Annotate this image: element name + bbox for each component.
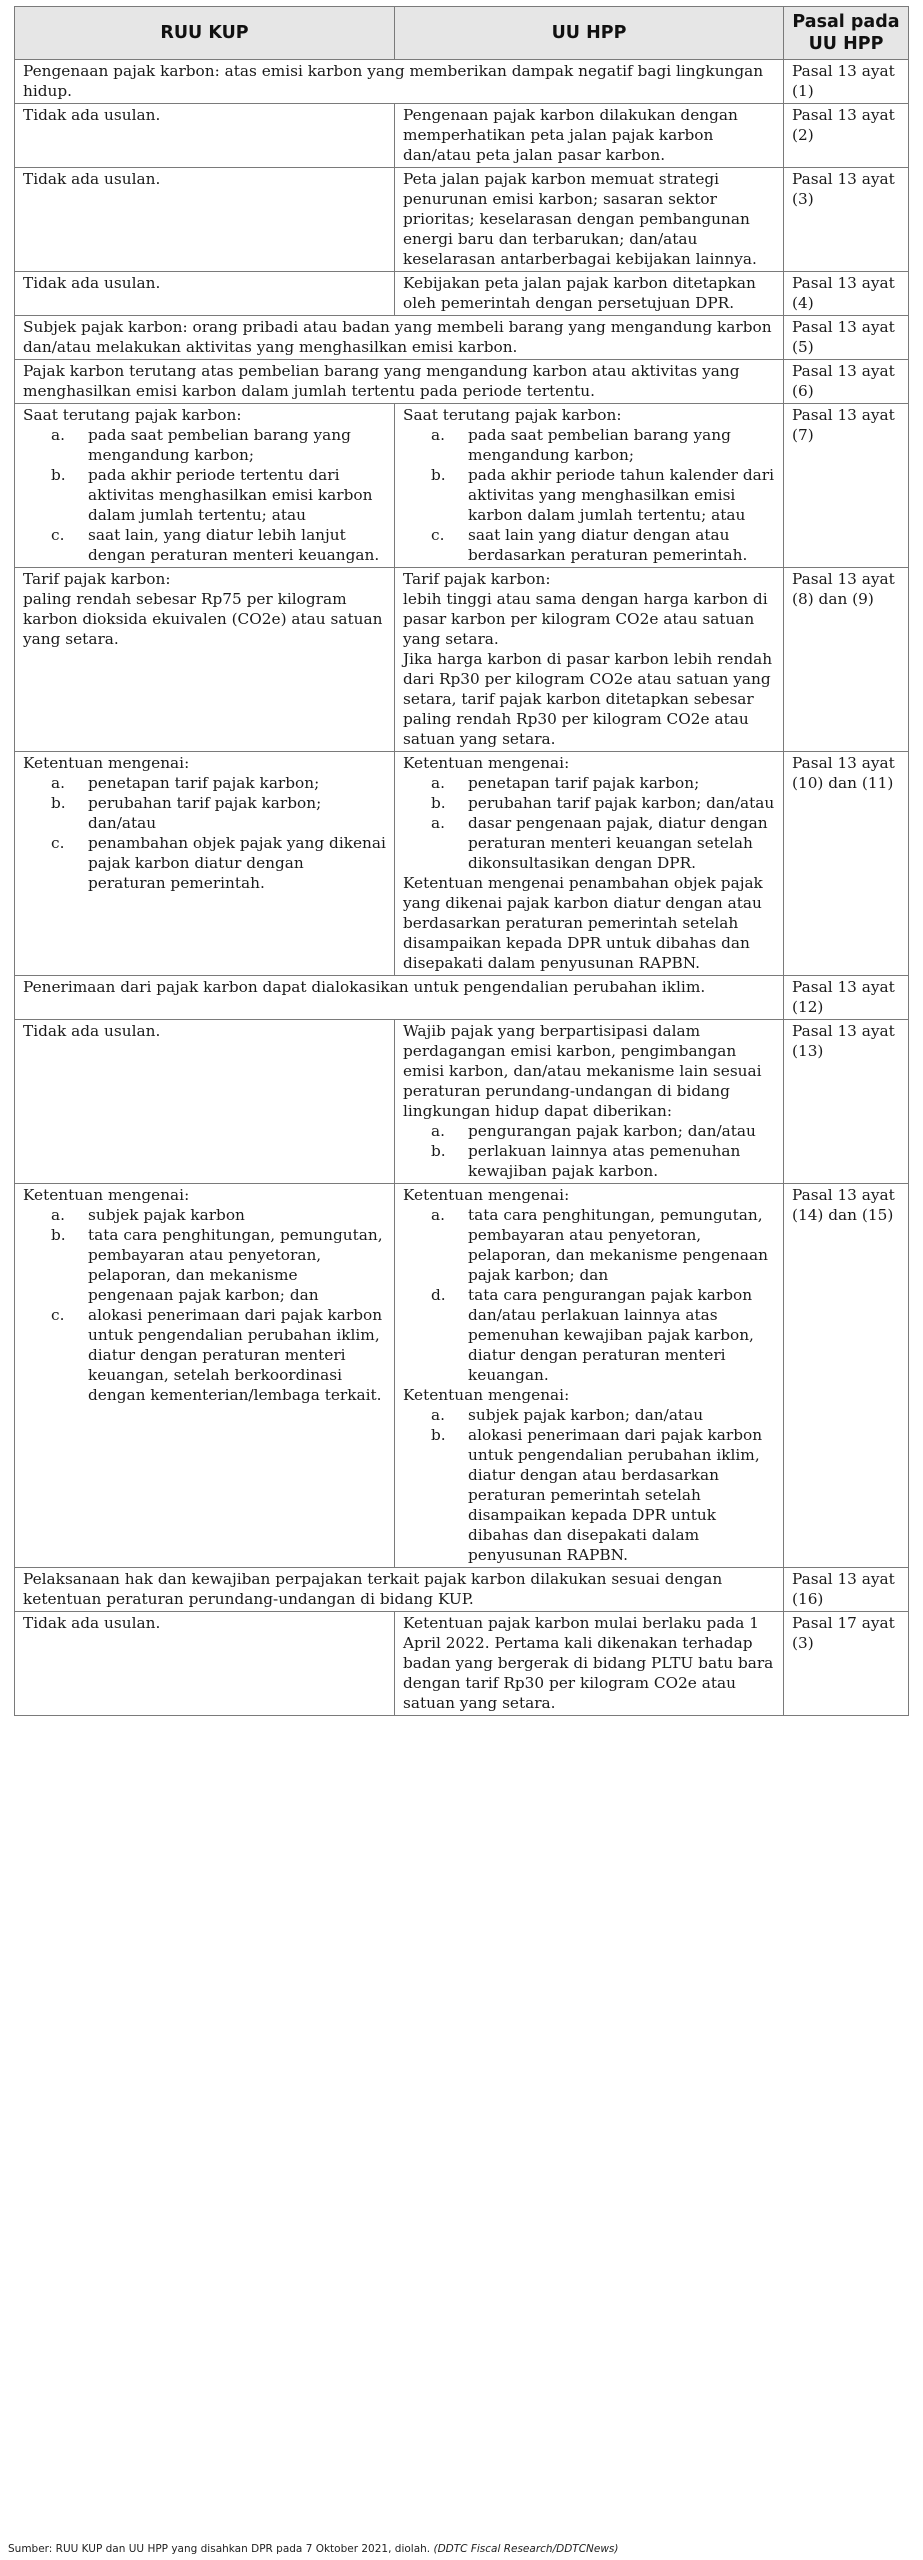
list-item — [403, 1425, 775, 1565]
list-item-text: penetapan tarif pajak karbon; — [88, 774, 320, 792]
merged-cell — [15, 1568, 784, 1612]
list-item-text: subjek pajak karbon — [88, 1206, 245, 1224]
cell-text: Peta jalan pajak karbon memuat strategi penurunan emisi karbon; sasaran sektor prioritas; keselarasan dengan pembangunan energi baru dan terbarukan; dan/atau keselarasan antarberbagai kebijakan lainnya. — [403, 170, 757, 268]
list-marker: a. — [51, 426, 65, 444]
list-item-text: saat lain, yang diatur lebih lanjut dengan peraturan menteri keuangan. — [88, 526, 380, 564]
cell-text: Pengenaan pajak karbon: atas emisi karbon yang memberikan dampak negatif bagi lingkungan hidup. — [23, 62, 764, 100]
pasal-text: Pasal 13 ayat (4) — [792, 274, 895, 312]
header-pasal: Pasal pada UU HPP — [784, 7, 909, 60]
cell-text: Tidak ada usulan. — [23, 274, 161, 292]
list-item-text: saat lain yang diatur dengan atau berdasarkan peraturan pemerintah. — [468, 526, 748, 564]
list-item — [403, 1405, 775, 1425]
header-uu-hpp: UU HPP — [395, 7, 784, 60]
cell-title: Ketentuan mengenai: — [23, 754, 190, 772]
cell-title: Ketentuan mengenai: — [403, 754, 570, 772]
pasal-text: Pasal 13 ayat (5) — [792, 318, 895, 356]
list-marker: c. — [431, 526, 445, 544]
cell-list — [23, 1205, 386, 1405]
list-item — [403, 813, 775, 873]
table-row — [15, 316, 909, 360]
cell-title: Ketentuan mengenai: — [403, 1386, 570, 1404]
pasal-cell — [784, 60, 909, 104]
pasal-cell — [784, 1020, 909, 1184]
list-item-text: subjek pajak karbon; dan/atau — [468, 1406, 704, 1424]
list-item — [23, 525, 386, 565]
list-item — [403, 773, 775, 793]
list-marker: b. — [51, 1226, 66, 1244]
cell-text: Kebijakan peta jalan pajak karbon ditetapkan oleh pemerintah dengan persetujuan DPR. — [403, 274, 756, 312]
pasal-cell — [784, 568, 909, 752]
cell-title: Tarif pajak karbon: — [403, 570, 551, 588]
merged-cell — [15, 976, 784, 1020]
pasal-text: Pasal 13 ayat (10) dan (11) — [792, 754, 895, 792]
table-row — [15, 1020, 909, 1184]
pasal-text: Pasal 13 ayat (16) — [792, 1570, 895, 1608]
list-marker: a. — [431, 426, 445, 444]
list-item-text: tata cara penghitungan, pemungutan, pembayaran atau penyetoran, pelaporan, dan mekanisme pengenaan pajak karbon; dan — [88, 1226, 383, 1304]
list-marker: c. — [51, 1306, 65, 1324]
pasal-cell — [784, 1568, 909, 1612]
ruu-kup-cell — [15, 752, 395, 976]
cell-text: Penerimaan dari pajak karbon dapat dialokasikan untuk pengendalian perubahan iklim. — [23, 978, 706, 996]
list-item-text: tata cara penghitungan, pemungutan, pembayaran atau penyetoran, pelaporan, dan mekanisme pengenaan pajak karbon; dan — [468, 1206, 768, 1284]
list-item — [23, 1225, 386, 1305]
cell-list — [23, 773, 386, 893]
list-marker: b. — [431, 466, 446, 484]
list-marker: b. — [431, 1142, 446, 1160]
list-item-text: alokasi penerimaan dari pajak karbon untuk pengendalian perubahan iklim, diatur dengan atau berdasarkan peraturan pemerintah setelah disampaikan kepada DPR untuk dibahas dan disepakati dalam penyusunan RAPBN. — [468, 1426, 763, 1564]
list-marker: b. — [51, 794, 66, 812]
uu-hpp-cell — [395, 104, 784, 168]
list-marker: a. — [431, 774, 445, 792]
pasal-text: Pasal 13 ayat (6) — [792, 362, 895, 400]
list-item-text: penambahan objek pajak yang dikenai pajak karbon diatur dengan peraturan pemerintah. — [88, 834, 386, 892]
pasal-text: Pasal 13 ayat (14) dan (15) — [792, 1186, 895, 1224]
uu-hpp-cell — [395, 1612, 784, 1716]
list-marker: a. — [431, 1406, 445, 1424]
list-item-text: pengurangan pajak karbon; dan/atau — [468, 1122, 756, 1140]
ruu-kup-cell — [15, 168, 395, 272]
pasal-cell — [784, 1184, 909, 1568]
source-footer — [8, 2542, 918, 2556]
cell-text: Jika harga karbon di pasar karbon lebih rendah dari Rp30 per kilogram CO2e atau satuan yang setara, tarif pajak karbon ditetapkan sebesar paling rendah Rp30 per kilogram CO2e atau satuan yang setara. — [403, 650, 773, 748]
ruu-kup-cell — [15, 1184, 395, 1568]
cell-title: Wajib pajak yang berpartisipasi dalam perdagangan emisi karbon, pengimbangan emisi karbon, dan/atau mekanisme lain sesuai peraturan perundang-undangan di bidang lingkungan hidup dapat diberikan: — [403, 1022, 762, 1120]
cell-title: Saat terutang pajak karbon: — [403, 406, 622, 424]
list-marker: a. — [431, 814, 445, 832]
list-item-text: pada saat pembelian barang yang mengandung karbon; — [468, 426, 731, 464]
list-marker: b. — [431, 1426, 446, 1444]
uu-hpp-cell — [395, 1184, 784, 1568]
pasal-cell — [784, 360, 909, 404]
list-item — [403, 793, 775, 813]
list-item — [23, 1205, 386, 1225]
comparison-table — [14, 6, 909, 1716]
list-item-text: perlakuan lainnya atas pemenuhan kewajiban pajak karbon. — [468, 1142, 741, 1180]
table-row — [15, 404, 909, 568]
cell-list — [403, 1405, 775, 1565]
cell-text: Tidak ada usulan. — [23, 1614, 161, 1632]
list-marker: d. — [431, 1286, 446, 1304]
ruu-kup-cell — [15, 568, 395, 752]
table-row — [15, 360, 909, 404]
table-row — [15, 272, 909, 316]
list-item — [23, 465, 386, 525]
list-item — [403, 1141, 775, 1181]
ruu-kup-cell — [15, 1612, 395, 1716]
list-marker: b. — [431, 794, 446, 812]
pasal-cell — [784, 976, 909, 1020]
pasal-cell — [784, 752, 909, 976]
cell-title: Tarif pajak karbon: — [23, 570, 171, 588]
cell-list — [403, 1121, 775, 1181]
cell-list — [403, 425, 775, 565]
pasal-text: Pasal 13 ayat (8) dan (9) — [792, 570, 895, 608]
list-marker: c. — [51, 834, 65, 852]
list-item-text: dasar pengenaan pajak, diatur dengan peraturan menteri keuangan setelah dikonsultasikan dengan DPR. — [468, 814, 768, 872]
cell-text: Pajak karbon terutang atas pembelian barang yang mengandung karbon atau aktivitas yang menghasilkan emisi karbon dalam jumlah tertentu pada periode tertentu. — [23, 362, 740, 400]
cell-title: Saat terutang pajak karbon: — [23, 406, 242, 424]
table-row — [15, 1184, 909, 1568]
source-credit: (DDTC Fiscal Research/DDTCNews) — [433, 2543, 619, 2555]
cell-text: Ketentuan pajak karbon mulai berlaku pada 1 April 2022. Pertama kali dikenakan terhadap badan yang bergerak di bidang PLTU batu bara dengan tarif Rp30 per kilogram CO2e atau satuan yang setara. — [403, 1614, 774, 1712]
list-item-text: perubahan tarif pajak karbon; dan/atau — [468, 794, 775, 812]
cell-text: Tidak ada usulan. — [23, 1022, 161, 1040]
cell-text: paling rendah sebesar Rp75 per kilogram karbon dioksida ekuivalen (CO2e) atau satuan yang setara. — [23, 590, 383, 648]
list-item-text: tata cara pengurangan pajak karbon dan/atau perlakuan lainnya atas pemenuhan kewajiban pajak karbon, diatur dengan peraturan menteri keuangan. — [468, 1286, 754, 1384]
list-item-text: pada saat pembelian barang yang mengandung karbon; — [88, 426, 351, 464]
source-text: Sumber: RUU KUP dan UU HPP yang disahkan DPR pada 7 Oktober 2021, diolah. — [8, 2543, 434, 2555]
table-row — [15, 60, 909, 104]
pasal-text: Pasal 13 ayat (13) — [792, 1022, 895, 1060]
cell-text: lebih tinggi atau sama dengan harga karbon di pasar karbon per kilogram CO2e atau satuan yang setara. — [403, 590, 768, 648]
list-item — [403, 1205, 775, 1285]
cell-text: Tidak ada usulan. — [23, 106, 161, 124]
merged-cell — [15, 316, 784, 360]
cell-text: Tidak ada usulan. — [23, 170, 161, 188]
list-item — [23, 793, 386, 833]
list-item — [23, 773, 386, 793]
cell-title: Ketentuan mengenai: — [23, 1186, 190, 1204]
merged-cell — [15, 60, 784, 104]
list-item — [403, 425, 775, 465]
table-row — [15, 104, 909, 168]
table-row — [15, 568, 909, 752]
pasal-text: Pasal 13 ayat (3) — [792, 170, 895, 208]
table-row — [15, 976, 909, 1020]
table-row — [15, 1612, 909, 1716]
header-ruu-kup: RUU KUP — [15, 7, 395, 60]
ruu-kup-cell — [15, 1020, 395, 1184]
uu-hpp-cell — [395, 568, 784, 752]
uu-hpp-cell — [395, 168, 784, 272]
table-row — [15, 168, 909, 272]
list-item — [403, 1285, 775, 1385]
pasal-cell — [784, 1612, 909, 1716]
pasal-text: Pasal 13 ayat (2) — [792, 106, 895, 144]
pasal-cell — [784, 316, 909, 360]
list-marker: b. — [51, 466, 66, 484]
list-marker: a. — [51, 774, 65, 792]
table-row — [15, 752, 909, 976]
header-row — [15, 7, 909, 60]
list-item-text: pada akhir periode tertentu dari aktivitas menghasilkan emisi karbon dalam jumlah tertentu; atau — [88, 466, 373, 524]
pasal-text: Pasal 13 ayat (7) — [792, 406, 895, 444]
cell-text: Ketentuan mengenai penambahan objek pajak yang dikenai pajak karbon diatur dengan atau berdasarkan peraturan pemerintah setelah disampaikan kepada DPR untuk dibahas dan disepakati dalam penyusunan RAPBN. — [403, 874, 763, 972]
list-marker: c. — [51, 526, 65, 544]
uu-hpp-cell — [395, 272, 784, 316]
list-item — [23, 833, 386, 893]
ruu-kup-cell — [15, 404, 395, 568]
cell-text: Subjek pajak karbon: orang pribadi atau badan yang membeli barang yang mengandung karbon dan/atau melakukan aktivitas yang menghasilkan emisi karbon. — [23, 318, 772, 356]
list-item — [23, 425, 386, 465]
cell-title: Ketentuan mengenai: — [403, 1186, 570, 1204]
list-item — [403, 1121, 775, 1141]
list-marker: a. — [431, 1122, 445, 1140]
pasal-text: Pasal 13 ayat (12) — [792, 978, 895, 1016]
pasal-text: Pasal 17 ayat (3) — [792, 1614, 895, 1652]
cell-text: Pengenaan pajak karbon dilakukan dengan memperhatikan peta jalan pajak karbon dan/atau peta jalan pasar karbon. — [403, 106, 738, 164]
cell-list — [403, 1205, 775, 1385]
cell-text: Pelaksanaan hak dan kewajiban perpajakan terkait pajak karbon dilakukan sesuai dengan ketentuan peraturan perundang-undangan di bidang KUP. — [23, 1570, 723, 1608]
uu-hpp-cell — [395, 1020, 784, 1184]
pasal-cell — [784, 168, 909, 272]
pasal-cell — [784, 104, 909, 168]
uu-hpp-cell — [395, 404, 784, 568]
list-marker: a. — [51, 1206, 65, 1224]
list-item-text: pada akhir periode tahun kalender dari aktivitas yang menghasilkan emisi karbon dalam jumlah tertentu; atau — [468, 466, 774, 524]
ruu-kup-cell — [15, 104, 395, 168]
list-item — [403, 525, 775, 565]
list-item-text: perubahan tarif pajak karbon; dan/atau — [88, 794, 322, 832]
table-body — [15, 60, 909, 1716]
pasal-cell — [784, 404, 909, 568]
pasal-cell — [784, 272, 909, 316]
cell-list — [403, 773, 775, 873]
list-marker: a. — [431, 1206, 445, 1224]
list-item — [23, 1305, 386, 1405]
pasal-text: Pasal 13 ayat (1) — [792, 62, 895, 100]
document — [14, 6, 908, 1716]
cell-list — [23, 425, 386, 565]
list-item-text: penetapan tarif pajak karbon; — [468, 774, 700, 792]
ruu-kup-cell — [15, 272, 395, 316]
uu-hpp-cell — [395, 752, 784, 976]
list-item-text: alokasi penerimaan dari pajak karbon untuk pengendalian perubahan iklim, diatur dengan peraturan menteri keuangan, setelah berkoordinasi dengan kementerian/lembaga terkait. — [88, 1306, 383, 1404]
merged-cell — [15, 360, 784, 404]
list-item — [403, 465, 775, 525]
table-row — [15, 1568, 909, 1612]
